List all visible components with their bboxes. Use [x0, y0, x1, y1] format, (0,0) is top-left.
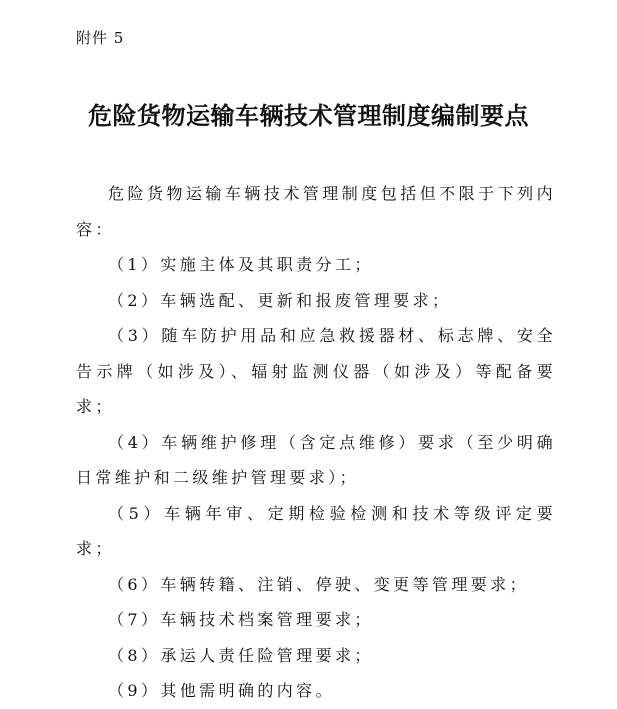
list-item: （5）车辆年审、定期检验检测和技术等级评定要求；	[76, 503, 556, 558]
document-body	[76, 176, 556, 709]
list-item: （3）随车防护用品和应急救援器材、标志牌、安全告示牌（如涉及）、辐射监测仪器（如涉及）等配备要求；	[76, 326, 556, 416]
list-item: （8）承运人责任险管理要求；	[108, 645, 374, 665]
intro-paragraph: 危险货物运输车辆技术管理制度包括但不限于下列内容：	[76, 184, 556, 239]
list-item: （1）实施主体及其职责分工；	[108, 255, 374, 274]
list-item: （6）车辆转籍、注销、停驶、变更等管理要求；	[108, 574, 529, 594]
list-item: （4）车辆维护修理（含定点维修）要求（至少明确日常维护和二级维护管理要求）；	[76, 432, 556, 487]
list-item: （2）车辆选配、更新和报废管理要求；	[108, 290, 452, 310]
attachment-label: 附件 5	[76, 29, 125, 47]
list-item: （9）其他需明确的内容。	[108, 681, 335, 700]
list-item: （7）车辆技术档案管理要求；	[108, 610, 374, 629]
document-title: 危险货物运输车辆技术管理制度编制要点	[88, 102, 529, 130]
